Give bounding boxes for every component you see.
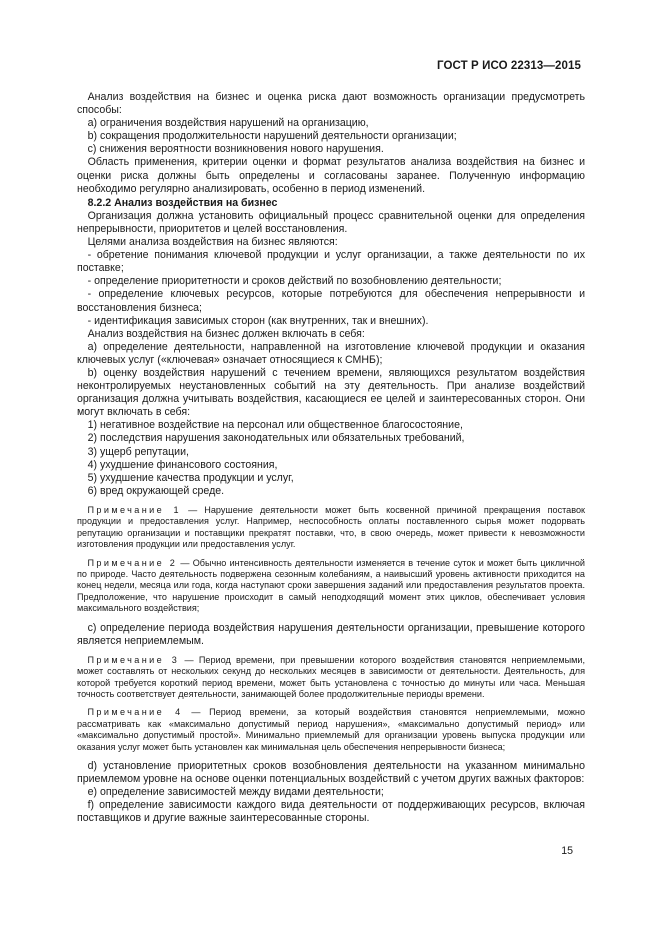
list-item: 5) ухудшение качества продукции и услуг, — [87, 471, 294, 484]
note-label: Примечание 1 — [87, 504, 182, 515]
list-item: - определение приоритетности и сроков действий по возобновлению деятельности; — [87, 275, 502, 288]
list-item: c) снижения вероятности возникновения нового нарушения. — [87, 143, 384, 156]
list-item: d) установление приоритетных сроков возобновления деятельности на указанном минимально приемлемом уровне на основе оценки потенциальных воздействий с учетом других важных факторов: — [77, 760, 585, 786]
note-text: — Период времени, при превышении которого воздействия становятся неприемлемыми, может составлять от нескольких секунд до нескольких месяцев в зависимости от деятельности. Деятельность, для которой требуется короткий период времени, может быть установлена с точностью до минуты или часа. Меньшая точность соответствует деятельности, занимающей более продолжительные периоды времени. — [77, 654, 585, 699]
note-text: — Обычно интенсивность деятельности изменяется в течение суток и может быть цикличной по природе. Часто деятельность подвержена сезонным колебаниям, а наивысший уровень активности приходится на конец недели, месяца или года, когда наступают сроки завершения заданий или предоставления результатов проекта. Предположение, что нарушение происходит в самый неподходящий момент этих циклов, обеспечивает условия максимального воздействия; — [77, 557, 585, 614]
note-label: Примечание 4 — [87, 707, 183, 718]
note-text: — Нарушение деятельности может быть косвенной причиной прекращения поставок продукции и предоставления услуг. Например, неспособность оплаты поставленного сырья может подорвать репутацию организации и поставщики прекратят поставки, что, в свою очередь, может привести к невозможности изготовления продукции или предоставления услуг. — [77, 504, 585, 550]
list-item: a) определение деятельности, направленной на изготовление ключевой продукции и оказания ключевых услуг («ключевая» означает относящиеся к СМНБ); — [77, 340, 585, 366]
note-3 — [77, 655, 585, 701]
list-item: c) определение периода воздействия нарушения деятельности организации, превышение которого является неприемлемым. — [77, 621, 585, 647]
list-item: - определение ключевых ресурсов, которые потребуются для обеспечения непрерывности и восстановления бизнеса; — [77, 288, 585, 314]
note-1 — [77, 505, 585, 551]
list-item: - обретение понимания ключевой продукции и услуг организации, а также деятельности по их поставке; — [77, 249, 585, 275]
list-item: a) ограничения воздействия нарушений на организацию, — [87, 117, 369, 130]
note-2 — [77, 558, 585, 615]
page-number: 15 — [561, 845, 573, 857]
list-item: 1) негативное воздействие на персонал или общественное благосостояние, — [87, 419, 463, 432]
list-item: 4) ухудшение финансового состояния, — [87, 458, 278, 471]
note-label: Примечание 2 — [87, 557, 178, 568]
note-4 — [77, 707, 585, 753]
paragraph: Целями анализа воздействия на бизнес являются: — [87, 236, 338, 249]
list-item: - идентификация зависимых сторон (как внутренних, так и внешних). — [87, 314, 429, 327]
list-item: b) сокращения продолжительности нарушений деятельности организации; — [87, 130, 457, 143]
paragraph: Организация должна установить официальный процесс сравнительной оценки для определения непрерывности, приоритетов и целей восстановления. — [77, 209, 585, 235]
note-text: — Период времени, за который воздействия становятся неприемлемыми, можно рассматривать как «максимально допустимый период нарушения», «максимально допустимый период» или «максимально допустимый простой». Минимально приемлемый для организации уровень выпуска продукции или оказания услуг может быть установлен как минимальная цель обеспечения непрерывности бизнеса; — [77, 707, 586, 752]
paragraph: Анализ воздействия на бизнес должен включать в себя: — [87, 327, 365, 340]
list-item: f) определение зависимости каждого вида деятельности от поддерживающих ресурсов, включая поставщиков и другие важные заинтересованные стороны. — [77, 799, 585, 825]
intro-paragraph: Анализ воздействия на бизнес и оценка риска дают возможность организации предусмотреть способы: — [77, 91, 585, 117]
list-item: e) определение зависимостей между видами деятельности; — [87, 786, 384, 799]
list-item: b) оценку воздействия нарушений с течением времени, являющихся результатом воздействия неконтролируемых неустановленных событий на эту деятельность. При анализе воздействий организация должна учитывать воздействия, касающиеся ее целей и заинтересованных сторон. Они могут включать в себя: — [77, 366, 585, 419]
list-item: 2) последствия нарушения законодательных или обязательных требований, — [87, 432, 465, 445]
list-item: 3) ущерб репутации, — [87, 445, 189, 458]
document-header: ГОСТ Р ИСО 22313—2015 — [436, 60, 581, 72]
section-heading: 8.2.2 Анализ воздействия на бизнес — [87, 196, 278, 209]
list-item: 6) вред окружающей среде. — [87, 484, 225, 497]
note-label: Примечание 3 — [87, 654, 180, 665]
scope-paragraph: Область применения, критерии оценки и формат результатов анализа воздействия на бизнес и оценки риска должны быть определены и согласованы заранее. Полученную информацию необходимо регулярно анализировать, особенно в период изменений. — [77, 156, 585, 195]
document-body — [77, 91, 585, 825]
